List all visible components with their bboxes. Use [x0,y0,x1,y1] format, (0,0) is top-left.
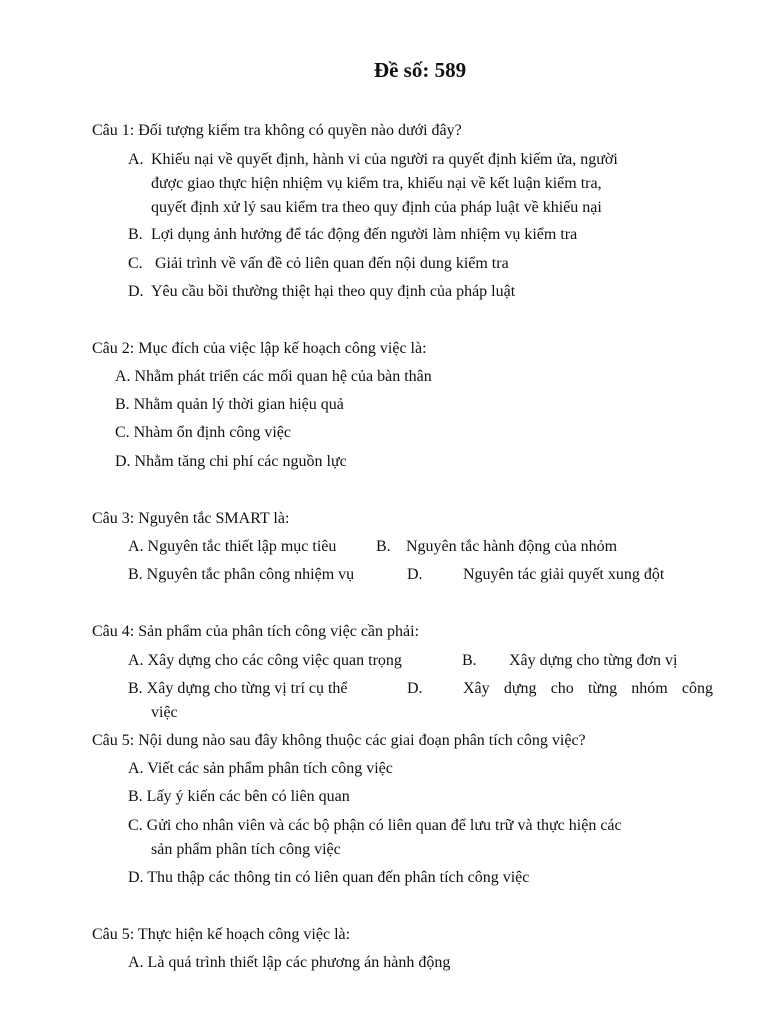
q3-option-c: B. Nguyên tắc phân công nhiệm vụ [128,566,355,583]
question-5: Câu 5: Nội dung nào sau đây không thuộc các giai đoạn phân tích công việc? [92,732,586,749]
option-text: Yêu cầu bồi thường thiệt hại theo quy định của pháp luật [151,283,516,300]
q4-option-a: A. Xây dựng cho các công việc quan trọng [128,652,402,669]
option-letter: D. [407,566,423,583]
option-text: Lợi dụng ảnh hưởng để tác động đến người làm nhiệm vụ kiểm tra [151,226,578,243]
question-3: Câu 3: Nguyên tắc SMART là: [92,510,290,527]
question-4: Câu 4: Sản phẩm của phân tích công việc cần phải: [92,623,420,640]
q5-option-b: B. Lấy ý kiến các bên có liên quan [128,788,350,805]
q3-option-d: Nguyên tác giải quyết xung đột [463,566,665,583]
option-text-line: Khiếu nại về quyết định, hành vi của người ra quyết định kiếm ửa, người [151,151,618,168]
option-text-line: quyết định xử lý sau kiểm tra theo quy định của pháp luật về khiếu nại [151,199,602,216]
option-letter: B. [376,538,391,555]
q2-option-d: D. Nhằm tăng chi phí các nguồn lực [115,453,347,470]
q2-option-a: A. Nhằm phát triển các mối quan hệ của bàn thân [115,368,432,385]
q5-option-c-continuation: sản phẩm phân tích công việc [151,841,341,858]
option-letter: B. [462,652,477,669]
option-letter: A. [128,151,144,168]
question-2: Câu 2: Mục đích của việc lập kế hoạch công việc là: [92,340,427,357]
q3-row-2 [128,563,698,587]
option-letter: D. [128,283,144,300]
q5-option-a: A. Viết các sản phẩm phân tích công việc [128,760,393,777]
q5-option-d: D. Thu thập các thông tin có liên quan đến phân tích công việc [128,869,530,886]
q4-row-2 [128,677,718,725]
q3-option-b: Nguyên tắc hành động của nhỏm [406,538,618,555]
q4-option-b: Xây dựng cho từng đơn vị [509,652,678,669]
option-letter: C. [128,255,143,272]
question-1: Câu 1: Đối tượng kiểm tra không có quyền nào dưới đây? [92,122,462,139]
q2-option-c: C. Nhàm ổn định công việc [115,424,291,441]
q5-option-c: C. Gửi cho nhân viên và các bộ phận có liên quan để lưu trữ và thực hiện các [128,817,622,834]
q4-option-c: B. Xây dựng cho từng vị trí cụ thể [128,680,348,697]
option-text-line: được giao thực hiện nhiệm vụ kiểm tra, khiếu nại về kết luận kiểm tra, [151,175,602,192]
q4-option-d-continuation: việc [151,704,178,721]
option-letter: D. [407,680,423,697]
q2-option-b: B. Nhằm quản lý thời gian hiệu quả [115,396,344,413]
q3-option-a: A. Nguyên tắc thiết lập mục tiêu [128,538,337,555]
q6-option-a: A. Là quá trình thiết lập các phương án hành động [128,954,451,971]
option-letter: B. [128,226,143,243]
q4-option-d: Xây dựng cho từng nhóm công [463,680,713,697]
document-title: Đề số: 589 [373,58,467,82]
q4-row-1 [128,649,718,673]
question-6: Câu 5: Thực hiện kế hoạch công việc là: [92,926,351,943]
q3-row-1 [128,535,688,559]
option-text: Giải trình về vấn đề cỏ liên quan đến nội dung kiểm tra [151,255,509,272]
